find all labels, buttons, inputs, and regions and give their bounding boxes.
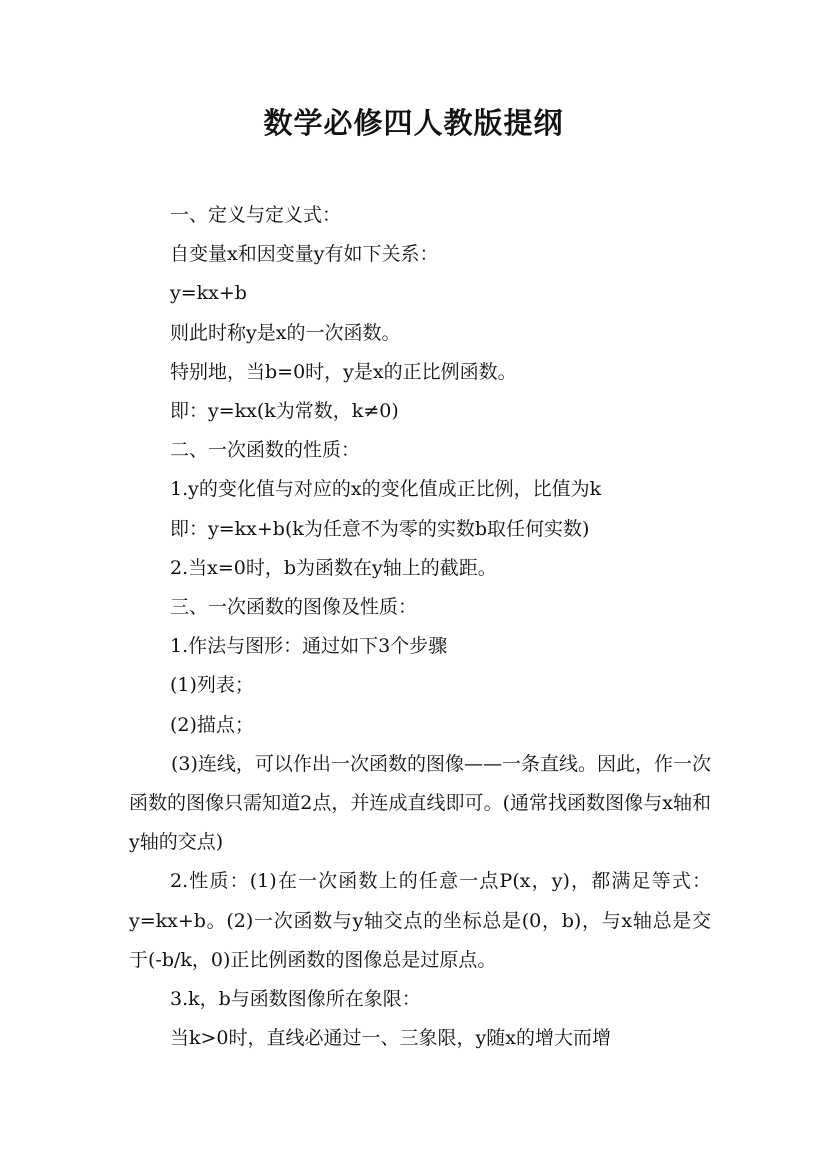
- paragraph-line: 1.作法与图形：通过如下3个步骤: [170, 635, 448, 658]
- paragraph-line: 1.y的变化值与对应的x的变化值成正比例，比值为k: [170, 478, 602, 501]
- paragraph-line: 2.当x=0时，b为函数在y轴上的截距。: [170, 556, 497, 579]
- paragraph-line: 即：y=kx+b(k为任意不为零的实数b取任何实数): [170, 517, 590, 540]
- document-title: 数学必修四人教版提纲: [263, 106, 564, 140]
- document-body: [129, 196, 711, 1058]
- section-heading-2: 二、一次函数的性质：: [170, 439, 361, 462]
- paragraph-step-3: (3)连线，可以作出一次函数的图像——一条直线。因此，作一次函数的图像只需知道2点，并连成直线即可。(通常找函数图像与x轴和y轴的交点): [129, 752, 711, 854]
- paragraph-line: 自变量x和因变量y有如下关系：: [170, 243, 439, 266]
- paragraph-line: 则此时称y是x的一次函数。: [170, 321, 401, 344]
- formula-line: y=kx+b: [170, 282, 247, 305]
- paragraph-line: 3.k，b与函数图像所在象限：: [170, 988, 421, 1011]
- paragraph-line: 特别地，当b=0时，y是x的正比例函数。: [170, 360, 517, 383]
- section-heading-1: 一、定义与定义式：: [170, 204, 342, 226]
- paragraph-line: 当k>0时，直线必通过一、三象限，y随x的增大而增: [170, 1027, 611, 1050]
- list-step-1: (1)列表；: [170, 674, 254, 697]
- paragraph-line: 即：y=kx(k为常数，k≠0): [170, 400, 399, 423]
- section-heading-3: 三、一次函数的图像及性质：: [170, 596, 418, 619]
- paragraph-properties: 2.性质：(1)在一次函数上的任意一点P(x，y)，都满足等式：y=kx+b。(2)一次函数与y轴交点的坐标总是(0，b)，与x轴总是交于(-b/k，0)正比例函数的图像总是过原点。: [129, 870, 711, 971]
- list-step-2: (2)描点；: [170, 713, 254, 736]
